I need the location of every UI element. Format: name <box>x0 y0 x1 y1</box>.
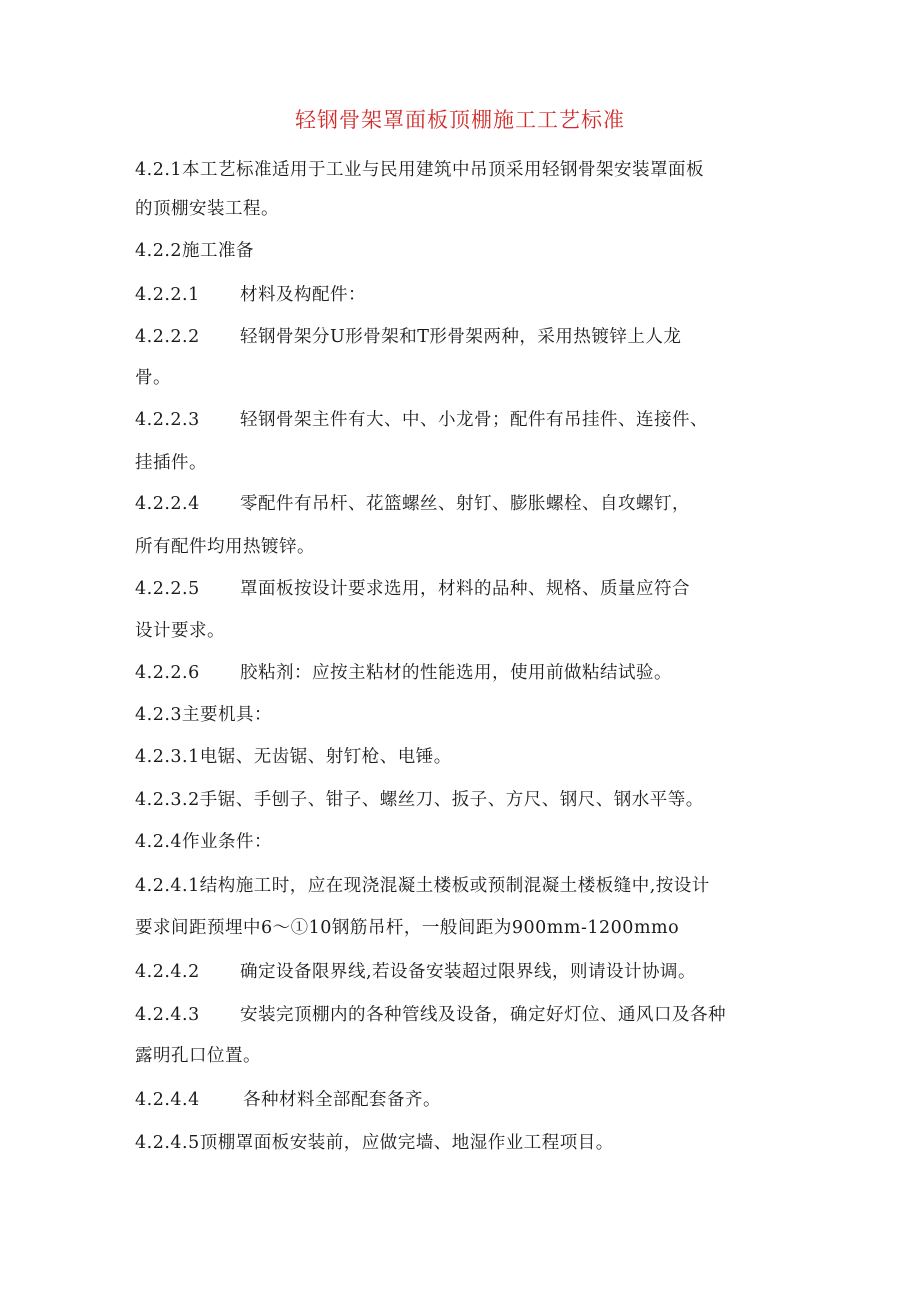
clause-text: 材料及构配件： <box>240 285 366 305</box>
clause-line <box>135 577 690 601</box>
section-heading: 4.2.4作业条件： <box>135 832 273 852</box>
paragraph-line: 要求间距预埋中6～①10钢筋吊杆，一般间距为900mm-1200mmo <box>135 918 680 938</box>
paragraph-line: 的顶棚安装工程。 <box>135 199 279 219</box>
clause-number: 4.2.4.3 <box>135 1005 200 1025</box>
clause-text: 胶粘剂：应按主粘材的性能选用，使用前做粘结试验。 <box>240 663 672 683</box>
clause-line <box>135 408 708 432</box>
section-heading: 4.2.2施工准备 <box>135 241 255 261</box>
paragraph-line: 4.2.1本工艺标准适用于工业与民用建筑中吊顶采用轻钢骨架安装罩面板 <box>135 160 705 180</box>
clause-text: 安装完顶棚内的各种管线及设备，确定好灯位、通风口及各种 <box>240 1005 726 1025</box>
clause-line <box>135 960 696 984</box>
paragraph-line: 所有配件均用热镀锌。 <box>135 537 315 557</box>
clause-text: 各种材料全部配套备齐。 <box>243 1090 441 1110</box>
paragraph-line: 4.2.3.2手锯、手刨子、钳子、螺丝刀、扳子、方尺、钢尺、钢水平等。 <box>135 790 704 810</box>
clause-line <box>135 325 681 349</box>
document-title: 轻钢骨架罩面板顶棚施工工艺标准 <box>295 108 625 132</box>
clause-number: 4.2.2.2 <box>135 327 200 347</box>
clause-line <box>135 492 690 516</box>
paragraph-line: 4.2.4.5顶棚罩面板安装前，应做完墙、地湿作业工程项目。 <box>135 1133 614 1153</box>
clause-text: 确定设备限界线,若设备安装超过限界线，则请设计协调。 <box>240 962 697 982</box>
clause-line <box>135 1088 441 1112</box>
clause-number: 4.2.4.4 <box>135 1090 200 1110</box>
paragraph-line: 设计要求。 <box>135 621 225 641</box>
clause-text: 零配件有吊杆、花篮螺丝、射钉、膨胀螺栓、自攻螺钉， <box>240 494 690 514</box>
clause-number: 4.2.2.6 <box>135 663 200 683</box>
section-heading: 4.2.3主要机具： <box>135 705 273 725</box>
clause-text: 轻钢骨架分U形骨架和T形骨架两种，采用热镀锌上人龙 <box>240 327 682 347</box>
clause-text: 轻钢骨架主件有大、中、小龙骨；配件有吊挂件、连接件、 <box>240 410 708 430</box>
paragraph-line: 挂插件。 <box>135 453 207 473</box>
clause-text: 罩面板按设计要求选用，材料的品种、规格、质量应符合 <box>240 579 690 599</box>
clause-number: 4.2.2.3 <box>135 410 200 430</box>
clause-number: 4.2.2.5 <box>135 579 200 599</box>
paragraph-line: 4.2.3.1电锯、无齿锯、射钉枪、电锤。 <box>135 747 452 767</box>
clause-line <box>135 661 672 685</box>
clause-line <box>135 1003 726 1027</box>
paragraph-line: 4.2.4.1结构施工时，应在现浇混凝土楼板或预制混凝土楼板缝中,按设计 <box>135 876 710 896</box>
paragraph-line: 骨。 <box>135 368 171 388</box>
clause-number: 4.2.4.2 <box>135 962 200 982</box>
clause-number: 4.2.2.1 <box>135 285 200 305</box>
clause-number: 4.2.2.4 <box>135 494 200 514</box>
paragraph-line: 露明孔口位置。 <box>135 1046 261 1066</box>
clause-line <box>135 283 366 307</box>
